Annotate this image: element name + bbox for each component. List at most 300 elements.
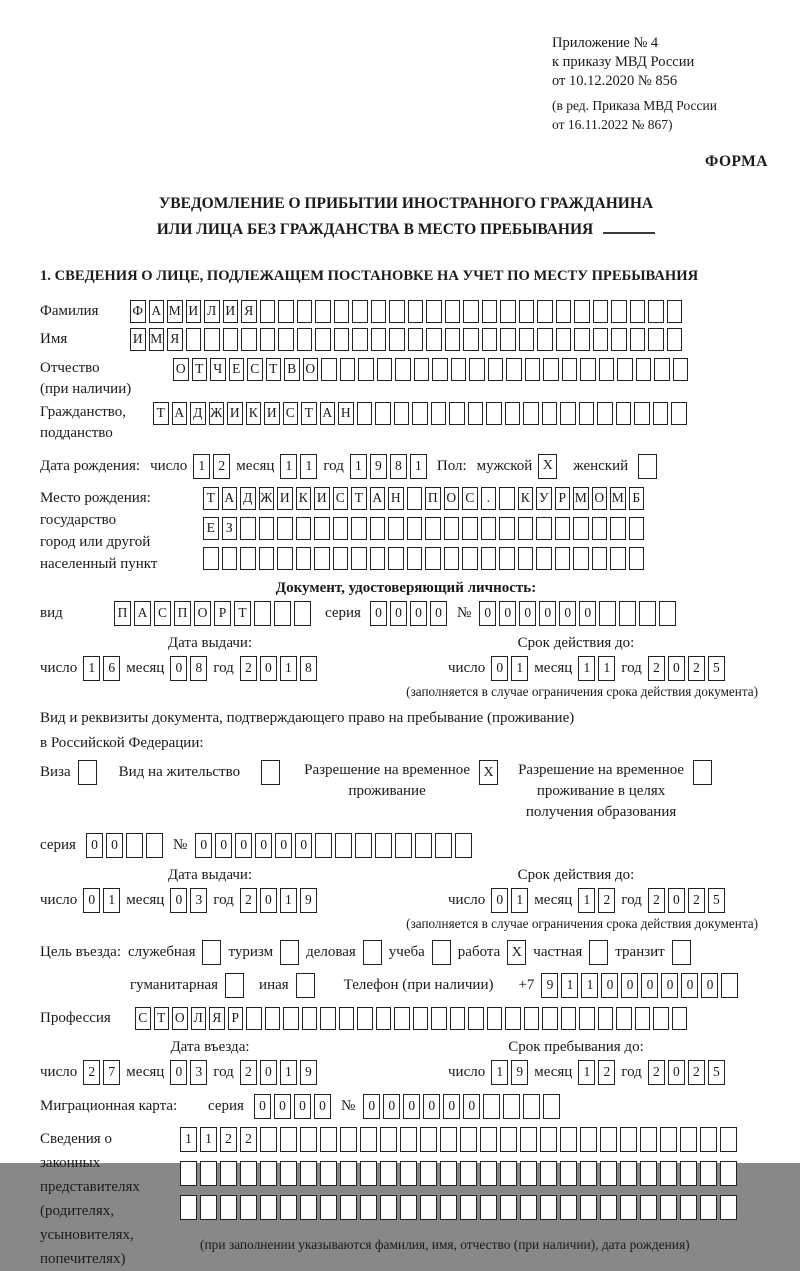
char-box[interactable]: С	[333, 487, 349, 510]
char-box[interactable]: 8	[300, 656, 317, 681]
char-box[interactable]	[278, 328, 294, 351]
char-box[interactable]: 0	[621, 973, 638, 998]
char-box[interactable]	[460, 1195, 477, 1220]
char-box[interactable]: 0	[295, 833, 312, 858]
char-box[interactable]: 1	[103, 888, 120, 913]
char-box[interactable]	[360, 1127, 377, 1152]
char-box[interactable]: И	[186, 300, 202, 323]
char-box[interactable]	[630, 328, 646, 351]
char-box[interactable]: С	[283, 402, 299, 425]
char-box[interactable]	[720, 1127, 737, 1152]
char-box[interactable]: О	[444, 487, 460, 510]
char-box[interactable]: Ф	[130, 300, 146, 323]
char-box[interactable]	[543, 358, 559, 381]
char-box[interactable]	[468, 402, 484, 425]
char-box[interactable]: Я	[209, 1007, 225, 1030]
char-box[interactable]	[574, 300, 590, 323]
char-box[interactable]	[540, 1195, 557, 1220]
char-box[interactable]	[483, 1094, 500, 1119]
char-box[interactable]: И	[277, 487, 293, 510]
char-box[interactable]	[352, 328, 368, 351]
char-box[interactable]	[274, 601, 291, 626]
char-box[interactable]	[499, 487, 515, 510]
char-box[interactable]: 0	[463, 1094, 480, 1119]
char-box[interactable]	[254, 601, 271, 626]
char-box[interactable]	[223, 328, 239, 351]
char-box[interactable]	[445, 328, 461, 351]
char-box[interactable]	[460, 1127, 477, 1152]
char-box[interactable]: А	[222, 487, 238, 510]
char-box[interactable]: 0	[479, 601, 496, 626]
char-box[interactable]: Е	[203, 517, 219, 540]
char-box[interactable]	[351, 517, 367, 540]
char-box[interactable]: 2	[240, 888, 257, 913]
temp-residence-edu-checkbox[interactable]	[693, 760, 712, 785]
char-box[interactable]: 1	[280, 656, 297, 681]
char-box[interactable]	[648, 328, 664, 351]
char-box[interactable]: М	[573, 487, 589, 510]
char-box[interactable]	[560, 1127, 577, 1152]
char-box[interactable]	[629, 547, 645, 570]
char-box[interactable]	[355, 833, 372, 858]
char-box[interactable]: З	[222, 517, 238, 540]
char-box[interactable]	[420, 1161, 437, 1186]
char-box[interactable]	[414, 358, 430, 381]
char-box[interactable]: 1	[200, 1127, 217, 1152]
temp-residence-checkbox[interactable]: X	[479, 760, 498, 785]
char-box[interactable]: 1	[280, 1060, 297, 1085]
char-box[interactable]: М	[610, 487, 626, 510]
char-box[interactable]	[680, 1195, 697, 1220]
char-box[interactable]	[700, 1127, 717, 1152]
char-box[interactable]	[296, 547, 312, 570]
char-box[interactable]: 0	[641, 973, 658, 998]
char-box[interactable]: 5	[708, 656, 725, 681]
char-box[interactable]	[518, 547, 534, 570]
char-box[interactable]: Р	[555, 487, 571, 510]
char-box[interactable]: 0	[430, 601, 447, 626]
char-box[interactable]	[542, 1007, 558, 1030]
char-box[interactable]: 0	[539, 601, 556, 626]
char-box[interactable]	[260, 300, 276, 323]
char-box[interactable]: 2	[213, 454, 230, 479]
char-box[interactable]: 0	[274, 1094, 291, 1119]
char-box[interactable]	[260, 1195, 277, 1220]
char-box[interactable]	[653, 402, 669, 425]
char-box[interactable]	[499, 547, 515, 570]
char-box[interactable]: 2	[648, 888, 665, 913]
char-box[interactable]	[333, 547, 349, 570]
char-box[interactable]: 1	[511, 656, 528, 681]
char-box[interactable]	[579, 402, 595, 425]
char-box[interactable]: 0	[519, 601, 536, 626]
char-box[interactable]	[296, 517, 312, 540]
char-box[interactable]	[394, 402, 410, 425]
char-box[interactable]	[639, 601, 656, 626]
char-box[interactable]	[640, 1195, 657, 1220]
char-box[interactable]: С	[135, 1007, 151, 1030]
char-box[interactable]	[523, 1094, 540, 1119]
char-box[interactable]: 0	[260, 888, 277, 913]
char-box[interactable]: 0	[403, 1094, 420, 1119]
char-box[interactable]: Н	[338, 402, 354, 425]
char-box[interactable]	[400, 1127, 417, 1152]
char-box[interactable]: 2	[240, 656, 257, 681]
char-box[interactable]	[499, 517, 515, 540]
char-box[interactable]	[598, 1007, 614, 1030]
char-box[interactable]	[480, 1161, 497, 1186]
char-box[interactable]	[451, 358, 467, 381]
char-box[interactable]	[525, 358, 541, 381]
char-box[interactable]: О	[173, 358, 189, 381]
char-box[interactable]: О	[592, 487, 608, 510]
char-box[interactable]	[500, 328, 516, 351]
char-box[interactable]	[610, 517, 626, 540]
char-box[interactable]	[680, 1127, 697, 1152]
char-box[interactable]	[579, 1007, 595, 1030]
purpose-other-checkbox[interactable]	[296, 973, 315, 998]
char-box[interactable]	[340, 1195, 357, 1220]
char-box[interactable]	[574, 328, 590, 351]
char-box[interactable]	[444, 517, 460, 540]
purpose-transit-checkbox[interactable]	[672, 940, 691, 965]
char-box[interactable]	[370, 517, 386, 540]
char-box[interactable]	[562, 358, 578, 381]
sex-female-checkbox[interactable]	[638, 454, 657, 479]
char-box[interactable]: 1	[193, 454, 210, 479]
char-box[interactable]	[388, 517, 404, 540]
char-box[interactable]: 0	[499, 601, 516, 626]
char-box[interactable]	[700, 1195, 717, 1220]
char-box[interactable]: 0	[255, 833, 272, 858]
char-box[interactable]	[425, 517, 441, 540]
char-box[interactable]	[487, 1007, 503, 1030]
char-box[interactable]: Т	[301, 402, 317, 425]
char-box[interactable]: С	[462, 487, 478, 510]
char-box[interactable]: 9	[300, 1060, 317, 1085]
char-box[interactable]	[277, 547, 293, 570]
char-box[interactable]	[360, 1195, 377, 1220]
char-box[interactable]: 0	[668, 656, 685, 681]
char-box[interactable]	[519, 328, 535, 351]
char-box[interactable]	[505, 402, 521, 425]
char-box[interactable]: С	[247, 358, 263, 381]
char-box[interactable]: Д	[240, 487, 256, 510]
char-box[interactable]	[358, 358, 374, 381]
char-box[interactable]: О	[194, 601, 211, 626]
char-box[interactable]	[500, 1127, 517, 1152]
char-box[interactable]	[241, 328, 257, 351]
char-box[interactable]: 0	[491, 888, 508, 913]
char-box[interactable]	[503, 1094, 520, 1119]
char-box[interactable]	[555, 547, 571, 570]
char-box[interactable]	[352, 300, 368, 323]
char-box[interactable]	[357, 1007, 373, 1030]
char-box[interactable]	[673, 358, 689, 381]
char-box[interactable]	[720, 1161, 737, 1186]
char-box[interactable]	[321, 358, 337, 381]
char-box[interactable]	[180, 1161, 197, 1186]
char-box[interactable]	[375, 833, 392, 858]
char-box[interactable]	[375, 402, 391, 425]
char-box[interactable]	[400, 1195, 417, 1220]
char-box[interactable]	[420, 1195, 437, 1220]
char-box[interactable]: Л	[204, 300, 220, 323]
char-box[interactable]: 0	[170, 656, 187, 681]
char-box[interactable]: И	[130, 328, 146, 351]
char-box[interactable]	[283, 1007, 299, 1030]
char-box[interactable]	[580, 358, 596, 381]
char-box[interactable]: Т	[154, 1007, 170, 1030]
char-box[interactable]	[260, 1161, 277, 1186]
sex-male-checkbox[interactable]: X	[538, 454, 557, 479]
char-box[interactable]: 0	[170, 1060, 187, 1085]
char-box[interactable]	[449, 402, 465, 425]
char-box[interactable]	[380, 1161, 397, 1186]
char-box[interactable]	[333, 517, 349, 540]
char-box[interactable]	[556, 328, 572, 351]
char-box[interactable]	[340, 1127, 357, 1152]
char-box[interactable]	[315, 300, 331, 323]
char-box[interactable]: 2	[598, 888, 615, 913]
char-box[interactable]	[400, 1161, 417, 1186]
char-box[interactable]: 9	[370, 454, 387, 479]
char-box[interactable]	[335, 833, 352, 858]
char-box[interactable]	[395, 833, 412, 858]
char-box[interactable]	[543, 1094, 560, 1119]
char-box[interactable]	[444, 547, 460, 570]
char-box[interactable]	[519, 300, 535, 323]
char-box[interactable]	[300, 1195, 317, 1220]
char-box[interactable]	[300, 1161, 317, 1186]
char-box[interactable]	[314, 517, 330, 540]
char-box[interactable]: 0	[370, 601, 387, 626]
char-box[interactable]: У	[536, 487, 552, 510]
char-box[interactable]	[524, 1007, 540, 1030]
char-box[interactable]	[413, 1007, 429, 1030]
char-box[interactable]	[203, 547, 219, 570]
char-box[interactable]	[334, 328, 350, 351]
char-box[interactable]	[597, 402, 613, 425]
char-box[interactable]	[560, 1195, 577, 1220]
char-box[interactable]: П	[174, 601, 191, 626]
char-box[interactable]	[480, 1127, 497, 1152]
char-box[interactable]	[580, 1195, 597, 1220]
purpose-official-checkbox[interactable]	[202, 940, 221, 965]
char-box[interactable]: О	[172, 1007, 188, 1030]
char-box[interactable]	[505, 1007, 521, 1030]
char-box[interactable]: 1	[581, 973, 598, 998]
char-box[interactable]: 0	[106, 833, 123, 858]
char-box[interactable]: Р	[214, 601, 231, 626]
char-box[interactable]	[660, 1195, 677, 1220]
char-box[interactable]	[180, 1195, 197, 1220]
char-box[interactable]	[300, 1127, 317, 1152]
char-box[interactable]	[200, 1161, 217, 1186]
char-box[interactable]: А	[172, 402, 188, 425]
char-box[interactable]	[450, 1007, 466, 1030]
char-box[interactable]	[555, 517, 571, 540]
char-box[interactable]	[500, 1195, 517, 1220]
char-box[interactable]: 0	[668, 1060, 685, 1085]
char-box[interactable]	[672, 1007, 688, 1030]
char-box[interactable]: 1	[180, 1127, 197, 1152]
char-box[interactable]: О	[303, 358, 319, 381]
char-box[interactable]	[573, 547, 589, 570]
char-box[interactable]	[371, 300, 387, 323]
char-box[interactable]: 0	[195, 833, 212, 858]
char-box[interactable]: Д	[190, 402, 206, 425]
char-box[interactable]: 0	[423, 1094, 440, 1119]
char-box[interactable]	[370, 547, 386, 570]
char-box[interactable]	[395, 358, 411, 381]
char-box[interactable]	[660, 1127, 677, 1152]
char-box[interactable]	[620, 1161, 637, 1186]
char-box[interactable]	[259, 517, 275, 540]
char-box[interactable]: 0	[275, 833, 292, 858]
char-box[interactable]: 0	[579, 601, 596, 626]
char-box[interactable]: Я	[167, 328, 183, 351]
char-box[interactable]	[246, 1007, 262, 1030]
char-box[interactable]: А	[134, 601, 151, 626]
char-box[interactable]	[540, 1127, 557, 1152]
char-box[interactable]	[389, 328, 405, 351]
char-box[interactable]: 1	[598, 656, 615, 681]
char-box[interactable]: 0	[681, 973, 698, 998]
char-box[interactable]: 2	[648, 656, 665, 681]
char-box[interactable]: 0	[83, 888, 100, 913]
char-box[interactable]: А	[320, 402, 336, 425]
char-box[interactable]: 2	[688, 1060, 705, 1085]
char-box[interactable]	[280, 1127, 297, 1152]
char-box[interactable]	[556, 300, 572, 323]
char-box[interactable]: 5	[708, 888, 725, 913]
char-box[interactable]	[240, 1195, 257, 1220]
char-box[interactable]: 0	[601, 973, 618, 998]
char-box[interactable]	[357, 402, 373, 425]
char-box[interactable]	[593, 328, 609, 351]
char-box[interactable]	[259, 547, 275, 570]
char-box[interactable]	[394, 1007, 410, 1030]
char-box[interactable]: 0	[668, 888, 685, 913]
char-box[interactable]	[500, 300, 516, 323]
char-box[interactable]: 2	[240, 1127, 257, 1152]
char-box[interactable]: К	[518, 487, 534, 510]
char-box[interactable]	[440, 1127, 457, 1152]
char-box[interactable]	[599, 358, 615, 381]
char-box[interactable]: 2	[83, 1060, 100, 1085]
char-box[interactable]	[486, 402, 502, 425]
char-box[interactable]	[599, 601, 616, 626]
char-box[interactable]	[222, 547, 238, 570]
char-box[interactable]	[463, 300, 479, 323]
char-box[interactable]	[671, 402, 687, 425]
char-box[interactable]: .	[481, 487, 497, 510]
char-box[interactable]: 1	[280, 888, 297, 913]
char-box[interactable]	[440, 1195, 457, 1220]
char-box[interactable]	[537, 300, 553, 323]
char-box[interactable]: Ж	[259, 487, 275, 510]
char-box[interactable]	[240, 1161, 257, 1186]
char-box[interactable]	[376, 1007, 392, 1030]
char-box[interactable]	[220, 1195, 237, 1220]
char-box[interactable]: 0	[215, 833, 232, 858]
char-box[interactable]: 9	[541, 973, 558, 998]
char-box[interactable]	[340, 358, 356, 381]
char-box[interactable]	[360, 1161, 377, 1186]
char-box[interactable]: К	[296, 487, 312, 510]
char-box[interactable]: 3	[190, 1060, 207, 1085]
char-box[interactable]	[629, 517, 645, 540]
char-box[interactable]	[721, 973, 738, 998]
char-box[interactable]	[315, 328, 331, 351]
char-box[interactable]	[339, 1007, 355, 1030]
char-box[interactable]	[220, 1161, 237, 1186]
char-box[interactable]: 0	[491, 656, 508, 681]
char-box[interactable]: 0	[701, 973, 718, 998]
char-box[interactable]: Т	[234, 601, 251, 626]
char-box[interactable]: 0	[254, 1094, 271, 1119]
char-box[interactable]: Т	[266, 358, 282, 381]
char-box[interactable]: 8	[190, 656, 207, 681]
char-box[interactable]: М	[149, 328, 165, 351]
char-box[interactable]	[126, 833, 143, 858]
char-box[interactable]: 1	[300, 454, 317, 479]
char-box[interactable]	[481, 517, 497, 540]
char-box[interactable]: 6	[103, 656, 120, 681]
char-box[interactable]	[314, 547, 330, 570]
char-box[interactable]: 0	[170, 888, 187, 913]
char-box[interactable]	[260, 328, 276, 351]
char-box[interactable]: В	[284, 358, 300, 381]
char-box[interactable]	[377, 358, 393, 381]
char-box[interactable]: И	[227, 402, 243, 425]
char-box[interactable]: 1	[561, 973, 578, 998]
char-box[interactable]	[431, 1007, 447, 1030]
char-box[interactable]: 1	[578, 1060, 595, 1085]
char-box[interactable]	[462, 547, 478, 570]
char-box[interactable]	[320, 1007, 336, 1030]
char-box[interactable]	[340, 1161, 357, 1186]
char-box[interactable]	[204, 328, 220, 351]
purpose-study-checkbox[interactable]	[432, 940, 451, 965]
char-box[interactable]	[260, 1127, 277, 1152]
char-box[interactable]	[640, 1127, 657, 1152]
char-box[interactable]	[186, 328, 202, 351]
char-box[interactable]: Т	[203, 487, 219, 510]
char-box[interactable]	[600, 1127, 617, 1152]
char-box[interactable]: 2	[688, 656, 705, 681]
char-box[interactable]	[640, 1161, 657, 1186]
char-box[interactable]	[540, 1161, 557, 1186]
char-box[interactable]	[407, 517, 423, 540]
char-box[interactable]	[294, 601, 311, 626]
char-box[interactable]	[617, 358, 633, 381]
char-box[interactable]	[320, 1161, 337, 1186]
char-box[interactable]: П	[425, 487, 441, 510]
purpose-tourism-checkbox[interactable]	[280, 940, 299, 965]
char-box[interactable]	[482, 300, 498, 323]
char-box[interactable]: 1	[83, 656, 100, 681]
char-box[interactable]	[297, 328, 313, 351]
char-box[interactable]	[659, 601, 676, 626]
char-box[interactable]: 0	[235, 833, 252, 858]
char-box[interactable]	[561, 1007, 577, 1030]
char-box[interactable]: М	[167, 300, 183, 323]
char-box[interactable]: Р	[228, 1007, 244, 1030]
char-box[interactable]: Т	[153, 402, 169, 425]
char-box[interactable]	[278, 300, 294, 323]
